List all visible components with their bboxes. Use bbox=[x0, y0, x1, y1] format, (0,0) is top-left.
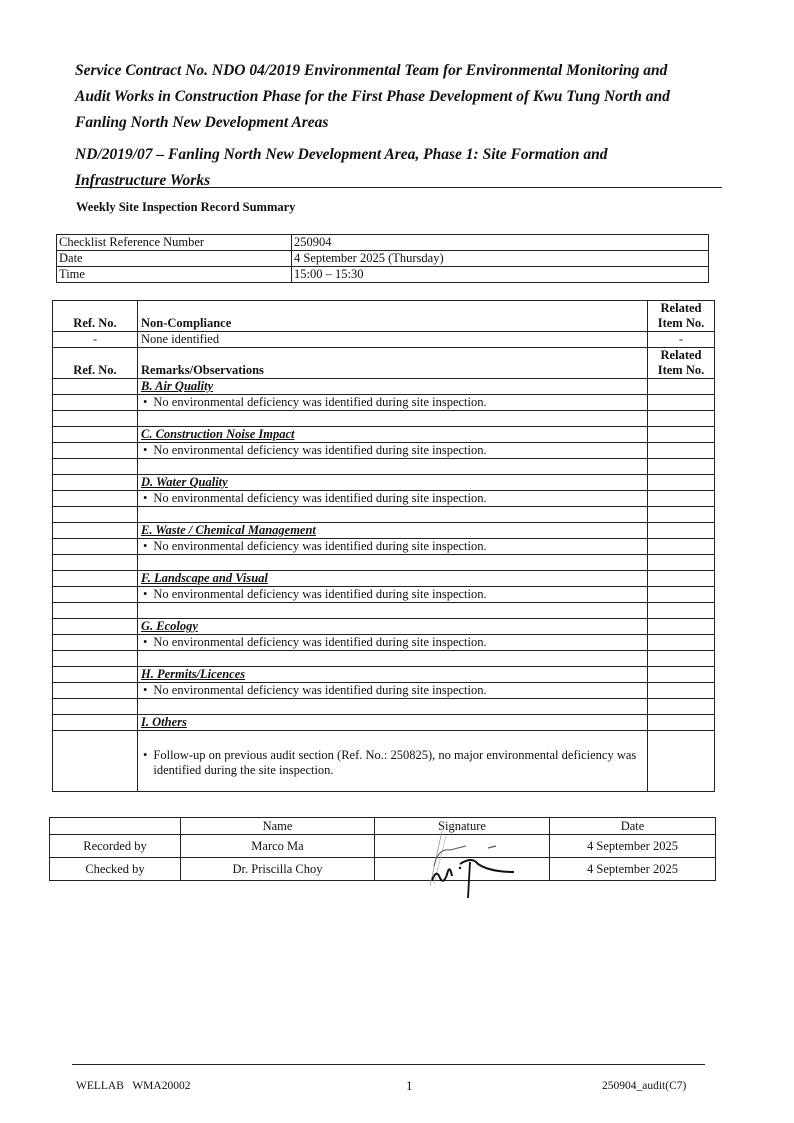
section-heading: F. Landscape and Visual bbox=[138, 571, 648, 587]
section-heading-row bbox=[53, 619, 715, 635]
others-observation bbox=[138, 731, 648, 792]
section-heading: G. Ecology bbox=[138, 619, 648, 635]
observation-item: • No environmental deficiency was identified during site inspection. bbox=[138, 635, 648, 651]
section-heading: H. Permits/Licences bbox=[138, 667, 648, 683]
spacer-row bbox=[53, 699, 715, 715]
handwritten-signature-icon bbox=[420, 826, 530, 901]
remarks-header: Remarks/Observations bbox=[138, 348, 648, 379]
observation-row bbox=[53, 683, 715, 699]
name-cell: Dr. Priscilla Choy bbox=[181, 858, 375, 881]
section-heading-row bbox=[53, 571, 715, 587]
related-item-header: Related Item No. bbox=[648, 348, 715, 379]
contract-title-line-2: Audit Works in Construction Phase for the First Phase Development of Kwu Tung North and bbox=[75, 88, 670, 105]
contract-title-line-1: Service Contract No. NDO 04/2019 Environmental Team for Environmental Monitoring and bbox=[75, 62, 668, 79]
project-subtitle-line-2: Infrastructure Works bbox=[75, 172, 211, 189]
date-cell: 4 September 2025 bbox=[550, 835, 716, 858]
observation-item: • No environmental deficiency was identified during site inspection. bbox=[138, 443, 648, 459]
info-label: Date bbox=[57, 251, 292, 267]
ref-no-cell: - bbox=[53, 332, 138, 348]
observation-item: • No environmental deficiency was identified during site inspection. bbox=[138, 683, 648, 699]
observations-table bbox=[52, 300, 715, 792]
inspection-info-table bbox=[56, 234, 709, 283]
spacer-row bbox=[53, 459, 715, 475]
document-header bbox=[75, 58, 720, 194]
observation-row bbox=[53, 395, 715, 411]
observation-item: Follow-up on previous audit section (Ref. No.: 250825), no major environmental deficiency was identified during the site inspection. bbox=[153, 748, 637, 777]
info-label: Time bbox=[57, 267, 292, 283]
non-compliance-header: Non-Compliance bbox=[138, 301, 648, 332]
related-item-cell: - bbox=[648, 332, 715, 348]
observation-row bbox=[53, 491, 715, 507]
spacer-row bbox=[53, 603, 715, 619]
signoff-header-row bbox=[50, 818, 716, 835]
spacer-row bbox=[53, 507, 715, 523]
role-cell: Checked by bbox=[50, 858, 181, 881]
section-heading-row bbox=[53, 379, 715, 395]
date-cell: 4 September 2025 bbox=[550, 858, 716, 881]
observation-row bbox=[53, 635, 715, 651]
info-value: 250904 bbox=[292, 235, 709, 251]
header-divider bbox=[75, 187, 722, 188]
signoff-row bbox=[50, 858, 716, 881]
related-item-header: Related Item No. bbox=[648, 301, 715, 332]
section-heading-row bbox=[53, 667, 715, 683]
bullet-icon: • bbox=[143, 748, 148, 762]
observation-row bbox=[53, 539, 715, 555]
section-heading: I. Others bbox=[138, 715, 648, 731]
section-heading: D. Water Quality bbox=[138, 475, 648, 491]
section-heading-row bbox=[53, 523, 715, 539]
observation-row bbox=[53, 443, 715, 459]
info-label: Checklist Reference Number bbox=[57, 235, 292, 251]
name-header: Name bbox=[181, 818, 375, 835]
contract-title-line-3: Fanling North New Development Areas bbox=[75, 114, 329, 131]
spacer-row bbox=[53, 555, 715, 571]
remarks-header-row bbox=[53, 348, 715, 379]
ref-no-header: Ref. No. bbox=[53, 301, 138, 332]
project-subtitle-line-1: ND/2019/07 – Fanling North New Development Area, Phase 1: Site Formation and bbox=[75, 146, 608, 163]
observation-item: • No environmental deficiency was identified during site inspection. bbox=[138, 539, 648, 555]
ref-no-header: Ref. No. bbox=[53, 348, 138, 379]
non-compliance-row bbox=[53, 332, 715, 348]
section-heading: C. Construction Noise Impact bbox=[138, 427, 648, 443]
date-header: Date bbox=[550, 818, 716, 835]
section-heading: E. Waste / Chemical Management bbox=[138, 523, 648, 539]
spacer-row bbox=[53, 651, 715, 667]
observation-row bbox=[53, 731, 715, 792]
section-heading-row bbox=[53, 475, 715, 491]
observation-row bbox=[53, 587, 715, 603]
section-heading: B. Air Quality bbox=[138, 379, 648, 395]
info-row bbox=[57, 235, 709, 251]
info-value: 4 September 2025 (Thursday) bbox=[292, 251, 709, 267]
footer-divider bbox=[72, 1064, 705, 1065]
info-row bbox=[57, 251, 709, 267]
footer-company: WELLAB WMA20002 bbox=[76, 1080, 191, 1092]
section-heading-row bbox=[53, 427, 715, 443]
spacer-row bbox=[53, 411, 715, 427]
non-compliance-header-row bbox=[53, 301, 715, 332]
name-cell: Marco Ma bbox=[181, 835, 375, 858]
info-value: 15:00 – 15:30 bbox=[292, 267, 709, 283]
page-number: 1 bbox=[406, 1078, 413, 1093]
observation-item: • No environmental deficiency was identified during site inspection. bbox=[138, 587, 648, 603]
observation-item: • No environmental deficiency was identified during site inspection. bbox=[138, 395, 648, 411]
footer-document-ref: 250904_audit(C7) bbox=[602, 1080, 687, 1092]
observation-item: • No environmental deficiency was identified during site inspection. bbox=[138, 491, 648, 507]
section-title: Weekly Site Inspection Record Summary bbox=[76, 200, 296, 214]
section-heading-row bbox=[53, 715, 715, 731]
signature-header: Signature bbox=[375, 818, 550, 835]
signoff-row bbox=[50, 835, 716, 858]
info-row bbox=[57, 267, 709, 283]
role-cell: Recorded by bbox=[50, 835, 181, 858]
signoff-table bbox=[49, 817, 716, 881]
non-compliance-cell: None identified bbox=[138, 332, 648, 348]
